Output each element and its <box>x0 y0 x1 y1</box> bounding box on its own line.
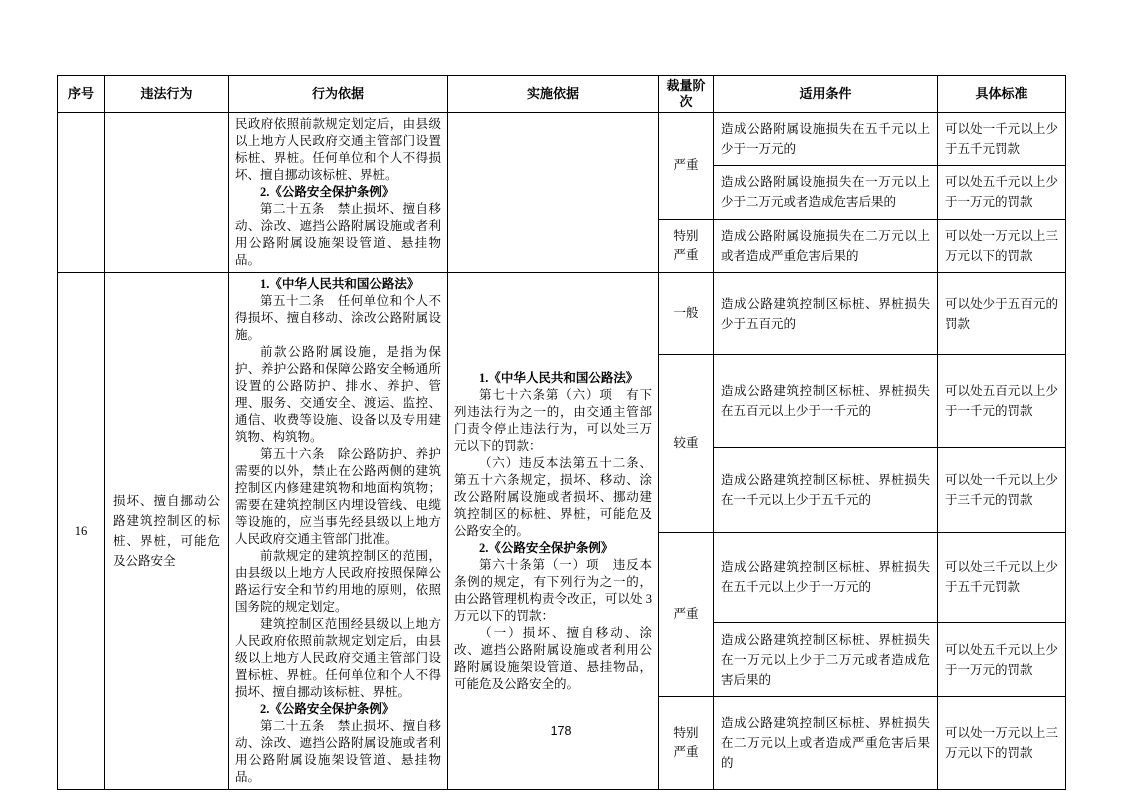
table-row <box>58 273 1066 355</box>
statute-paragraph: （六）违反本法第五十二条、第五十六条规定，损坏、移动、涂改公路附属设施或者损坏、挪动建筑控制区的标桩、界桩，可能危及公路安全的。 <box>454 455 652 538</box>
table-row <box>58 113 1066 166</box>
statute-heading: 1.《中华人民共和国公路法》 <box>260 277 420 291</box>
standard-cell: 可以处三千元以上少于五千元罚款 <box>938 532 1066 623</box>
statute-paragraph: （一）损坏、擅自移动、涂改、遮挡公路附属设施或者利用公路附属设施架设管道、悬挂物品，可能危及公路安全的。 <box>454 625 652 691</box>
standard-cell: 可以处一千元以上少于三千元的罚款 <box>938 447 1066 532</box>
statute-paragraph: 第六十条第（一）项 违反本条例的规定，有下列行为之一的，由公路管理机构责令改正，可以处 3 万元以下的罚款： <box>454 557 652 623</box>
level-cell: 较重 <box>659 355 714 533</box>
seq-cell-prev <box>58 113 105 273</box>
standard-cell: 可以处一万元以上三万元以下的罚款 <box>938 219 1066 272</box>
seq-cell-16: 16 <box>58 273 105 790</box>
level-cell: 特别严重 <box>659 219 714 272</box>
table-header-row <box>58 76 1066 113</box>
implementation-basis-cell-prev <box>448 113 659 273</box>
standard-cell: 可以处五千元以上少于一万元的罚款 <box>938 623 1066 697</box>
implementation-basis-cell-16 <box>448 273 659 790</box>
violation-cell-prev <box>105 113 229 273</box>
violation-cell-16: 损坏、擅自挪动公路建筑控制区的标桩、界桩，可能危及公路安全 <box>105 273 229 790</box>
condition-cell: 造成公路建筑控制区标桩、界桩损失在五百元以上少于一千元的 <box>714 355 938 448</box>
col-header-seq: 序号 <box>58 76 105 113</box>
penalty-discretion-table <box>57 75 1066 790</box>
statute-paragraph: 民政府依照前款规定划定后，由县级以上地方人民政府交通主管部门设置标桩、界桩。任何单位和个人不得损坏、擅自挪动该标桩、界桩。 <box>235 117 441 182</box>
condition-cell: 造成公路附属设施损失在二万元以上或者造成严重危害后果的 <box>714 219 938 272</box>
condition-cell: 造成公路附属设施损失在一万元以上少于二万元或者造成危害后果的 <box>714 166 938 219</box>
behavior-basis-cell-16 <box>229 273 448 790</box>
col-header-violation: 违法行为 <box>105 76 229 113</box>
condition-cell: 造成公路建筑控制区标桩、界桩损失在一万元以上少于二万元或者造成危害后果的 <box>714 623 938 697</box>
condition-cell: 造成公路建筑控制区标桩、界桩损失在一千元以上少于五千元的 <box>714 447 938 532</box>
condition-cell: 造成公路建筑控制区标桩、界桩损失在二万元以上或者造成严重危害后果的 <box>714 697 938 790</box>
statute-paragraph: 第二十五条 禁止损坏、擅自移动、涂改、遮挡公路附属设施或者利用公路附属设施架设管道、悬挂物品。 <box>235 202 441 267</box>
statute-paragraph: 前款规定的建筑控制区的范围，由县级以上地方人民政府按照保障公路运行安全和节约用地的原则，依照国务院的规定划定。 <box>235 549 441 614</box>
condition-cell: 造成公路建筑控制区标桩、界桩损失在五千元以上少于一万元的 <box>714 532 938 623</box>
statute-heading: 2.《公路安全保护条例》 <box>260 702 395 716</box>
statute-heading: 1.《中华人民共和国公路法》 <box>479 370 639 385</box>
standard-cell: 可以处五千元以上少于一万元的罚款 <box>938 166 1066 219</box>
col-header-discretion-level: 裁量阶次 <box>659 76 714 113</box>
level-cell: 严重 <box>659 532 714 697</box>
standard-cell: 可以处一千元以上少于五千元罚款 <box>938 113 1066 166</box>
level-cell: 严重 <box>659 113 714 220</box>
level-cell: 一般 <box>659 273 714 355</box>
standard-cell: 可以处五百元以上少于一千元的罚款 <box>938 355 1066 448</box>
col-header-applicable-condition: 适用条件 <box>714 76 938 113</box>
statute-paragraph: 建筑控制区范围经县级以上地方人民政府依照前款规定划定后，由县级以上地方人民政府交通主管部门设置标桩、界桩。任何单位和个人不得损坏、擅自挪动该标桩、界桩。 <box>235 617 441 699</box>
statute-paragraph: 第七十六条第（六）项 有下列违法行为之一的，由交通主管部门责令停止违法行为，可以处三万元以下的罚款： <box>454 387 652 453</box>
statute-paragraph: 前款公路附属设施，是指为保护、养护公路和保障公路安全畅通所设置的公路防护、排水、养护、管理、服务、交通安全、渡运、监控、通信、收费等设施、设备以及专用建筑物、构筑物。 <box>235 345 441 444</box>
standard-cell: 可以处一万元以上三万元以下的罚款 <box>938 697 1066 790</box>
statute-heading: 2.《公路安全保护条例》 <box>260 185 395 199</box>
standard-cell: 可以处少于五百元的罚款 <box>938 273 1066 355</box>
statute-heading: 2.《公路安全保护条例》 <box>479 540 614 555</box>
level-cell: 特别严重 <box>659 697 714 790</box>
statute-paragraph: 第五十二条 任何单位和个人不得损坏、擅自移动、涂改公路附属设施。 <box>235 294 441 342</box>
statute-paragraph: 第二十五条 禁止损坏、擅自移动、涂改、遮挡公路附属设施或者利用公路附属设施架设管道、悬挂物品。 <box>235 719 441 784</box>
behavior-basis-cell-prev <box>229 113 448 273</box>
col-header-behavior-basis: 行为依据 <box>229 76 448 113</box>
condition-cell: 造成公路建筑控制区标桩、界桩损失少于五百元的 <box>714 273 938 355</box>
page-number: 178 <box>550 724 572 738</box>
statute-paragraph: 第五十六条 除公路防护、养护需要的以外，禁止在公路两侧的建筑控制区内修建建筑物和地面构筑物；需要在建筑控制区内埋设管线、电缆等设施的，应当事先经县级以上地方人民政府交通主管部门批准。 <box>235 447 441 546</box>
condition-cell: 造成公路附属设施损失在五千元以上少于一万元的 <box>714 113 938 166</box>
col-header-implementation-basis: 实施依据 <box>448 76 659 113</box>
col-header-specific-standard: 具体标准 <box>938 76 1066 113</box>
